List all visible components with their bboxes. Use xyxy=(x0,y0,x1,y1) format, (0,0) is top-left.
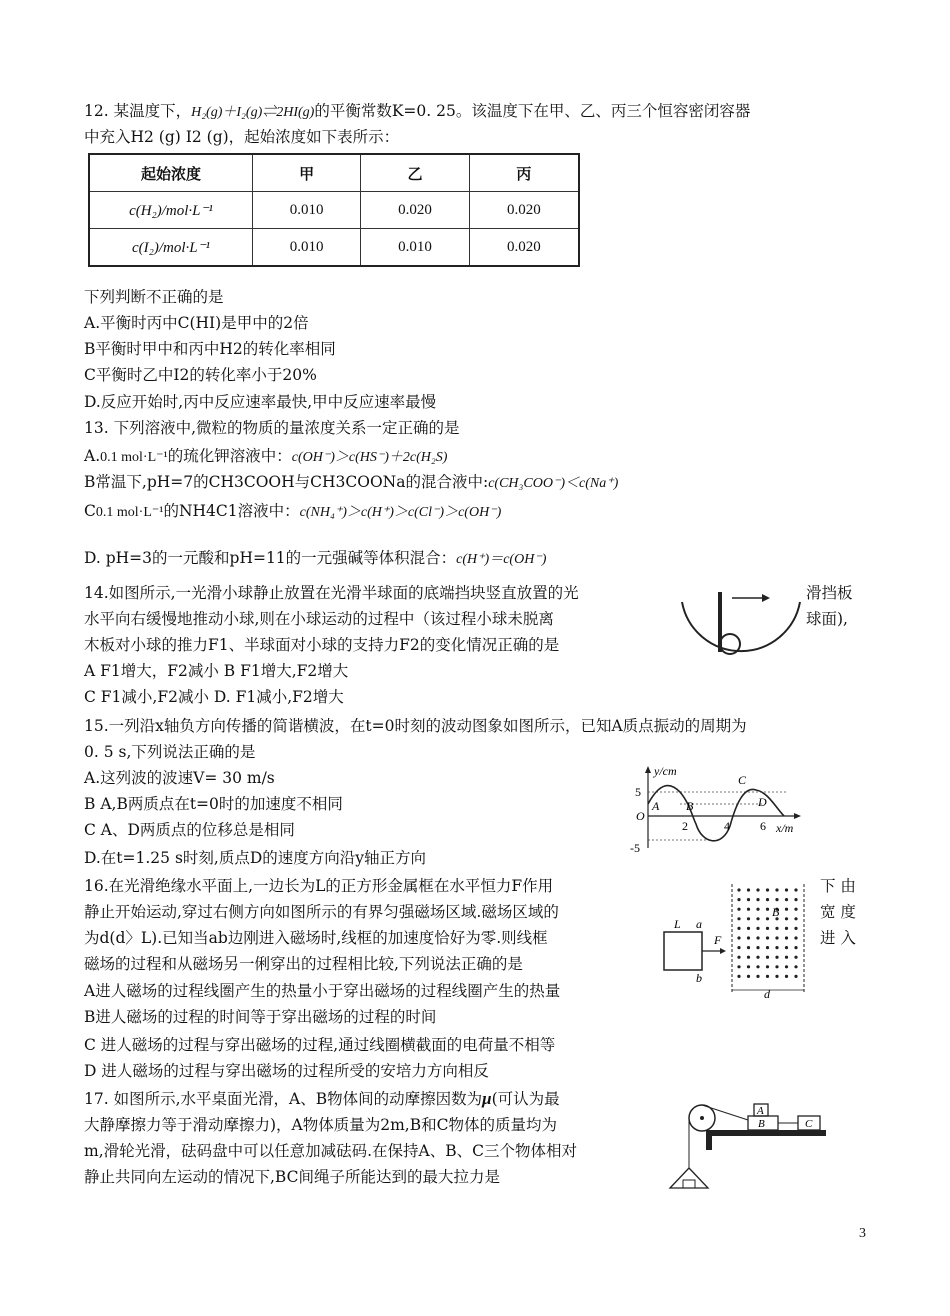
q14-option-cd: C F1减小,F2减小 D. F1减小,F2增大 xyxy=(84,688,344,706)
x-tick-label: 6 xyxy=(760,819,766,833)
q13-option-c xyxy=(84,498,501,526)
q13-option-a xyxy=(84,443,447,471)
q12-option-a: A.平衡时丙中C(HI)是甲中的2倍 xyxy=(84,314,309,332)
table-cell: c(I₂)/mol·L⁻¹ xyxy=(89,229,253,267)
field-dot xyxy=(794,965,797,968)
field-dot xyxy=(756,946,759,949)
table-cell: 0.020 xyxy=(469,192,579,229)
q14-line-2-right: 球面), xyxy=(806,610,848,628)
y-axis-arrow-icon xyxy=(645,766,651,773)
field-dot xyxy=(747,965,750,968)
field-dot xyxy=(747,927,750,930)
field-dot xyxy=(747,888,750,891)
q16-option-a: A进人磁场的过程线圏产生的热量小于穿出磁场的过程线圈产生的热量 xyxy=(84,982,561,1000)
field-dot xyxy=(775,965,778,968)
q16-option-c: C 进人磁场的过程与穿出磁场的过程,通过线圈横截面的电荷量不相等 xyxy=(84,1036,556,1054)
width-label: d xyxy=(764,987,770,1000)
field-dot xyxy=(747,956,750,959)
field-dot xyxy=(766,908,769,911)
equation: c(CH₃COO⁻)＜c(Na⁺) xyxy=(488,476,619,491)
field-dot xyxy=(737,888,740,891)
field-dot xyxy=(785,946,788,949)
field-dot xyxy=(785,908,788,911)
q15-option-a: A.这列波的波速V= 30 m/s xyxy=(84,769,275,787)
point-label: B xyxy=(686,799,694,813)
side-length-label: L xyxy=(674,917,681,931)
hemisphere-figure xyxy=(676,586,806,668)
block-b-label: B xyxy=(758,1118,765,1130)
field-dot xyxy=(737,975,740,978)
q12-equation: H₂(g)＋I₂(g)⇌2HI(g) xyxy=(191,105,315,120)
arrow-head-icon xyxy=(762,594,770,602)
x-axis-arrow-icon xyxy=(794,813,801,819)
q16-option-d: D 进人磁场的过程与穿出磁场的过程所受的安培力方向相反 xyxy=(84,1062,489,1080)
field-dot xyxy=(794,975,797,978)
block-c-label: C xyxy=(805,1118,813,1130)
field-dot xyxy=(737,946,740,949)
field-dot xyxy=(737,927,740,930)
q15-option-b: B A,B两质点在t=0时的加速度不相同 xyxy=(84,795,343,813)
field-dot xyxy=(794,917,797,920)
field-dot xyxy=(737,917,740,920)
x-tick-label: 4 xyxy=(724,819,730,833)
field-dot xyxy=(775,888,778,891)
q17-line-2: 大静摩擦力等于滑动摩擦力)，A物体质量为2m,B和C物体的质量均为 xyxy=(84,1116,557,1134)
field-dot xyxy=(794,956,797,959)
field-dot xyxy=(766,917,769,920)
table-top xyxy=(706,1130,826,1136)
table-cell: 0.020 xyxy=(469,229,579,267)
q15-line-1: 15.一列沿x轴负方向传播的简谐横波，在t=0时刻的波动图象如图所示，已知A质点振动的周期为 xyxy=(84,717,747,735)
q16-line-4: 磁场的过程和从磁场另一俐穿出的过程相比较,下列说法正确的是 xyxy=(84,955,523,973)
field-dot xyxy=(785,888,788,891)
q16-line-3: 为d(d〉L).已知当ab边刚进入磁场时,线框的加速度恰好为零.则线框 xyxy=(84,929,548,947)
table-row xyxy=(89,192,579,229)
field-dot xyxy=(766,956,769,959)
q14-line-2: 水平向右缓慢地推动小球,则在小球运动的过程中（该过程小球未脱离 xyxy=(84,610,554,628)
field-dot xyxy=(747,908,750,911)
field-dot xyxy=(775,975,778,978)
field-dot xyxy=(785,927,788,930)
table-leg xyxy=(706,1130,712,1150)
metal-frame xyxy=(664,932,702,970)
table-header: 起始浓度 xyxy=(89,154,253,192)
equation: c(NH₄⁺)＞c(H⁺)＞c(Cl⁻)＞c(OH⁻) xyxy=(299,505,502,520)
y-max-label: 5 xyxy=(635,785,641,799)
field-dot xyxy=(747,917,750,920)
field-dot xyxy=(794,898,797,901)
option-text: 的琉化钾溶液中： xyxy=(167,447,292,465)
concentration: 0.1 mol·L⁻¹ xyxy=(100,450,168,465)
point-label: C xyxy=(738,773,747,787)
q12-intro: 12. 某温度下， xyxy=(84,102,192,120)
q12-option-c: C平衡时乙中I2的转化率小于20% xyxy=(84,366,317,384)
q16-line-2: 静止开始运动,穿过右侧方向如图所示的有界匀强磁场区域.磁场区域的 xyxy=(84,903,559,921)
field-dot xyxy=(756,888,759,891)
hemisphere-arc xyxy=(682,602,800,651)
page-number: 3 xyxy=(859,1226,866,1241)
field-dot xyxy=(747,946,750,949)
q13-option-b xyxy=(84,469,618,497)
field-dot xyxy=(785,917,788,920)
x-axis-label: x/m xyxy=(776,821,794,835)
q12-option-b: B平衡时甲中和丙中H2的转化率相同 xyxy=(84,340,336,358)
q13-option-d xyxy=(84,545,546,573)
field-dot xyxy=(794,936,797,939)
q13-stem: 13. 下列溶液中,微粒的物质的量浓度关系一定正确的是 xyxy=(84,419,460,437)
equation: c(H⁺)＝c(OH⁻) xyxy=(456,552,547,567)
concentration: 0.1 mol·L⁻¹ xyxy=(95,505,164,520)
concentration-table xyxy=(88,153,580,267)
field-dot xyxy=(775,956,778,959)
field-dot xyxy=(794,908,797,911)
option-text: B常温下,pH=7的CH3COOH与CH3COONa的混合液中: xyxy=(84,473,489,491)
equation: c(OH⁻)＞c(HS⁻)＋2c(H₂S) xyxy=(291,450,448,465)
q16-line-2-right: 宽 度 xyxy=(820,903,856,921)
field-dot xyxy=(766,946,769,949)
force-arrow-head-icon xyxy=(720,948,726,954)
field-dot xyxy=(747,975,750,978)
rope-ab xyxy=(702,1105,748,1120)
q14-line-3: 木板对小球的推力F1、半球面对小球的支持力F2的变化情况正确的是 xyxy=(84,636,560,654)
field-dot xyxy=(785,975,788,978)
field-dot xyxy=(737,936,740,939)
field-dot xyxy=(794,888,797,891)
mu-symbol: μ xyxy=(482,1089,492,1108)
q17-line-4: 静止共同向左运动的情况下,BC间绳子所能达到的最大拉力是 xyxy=(84,1168,500,1186)
force-label: F xyxy=(714,933,722,947)
field-dot xyxy=(794,927,797,930)
field-dots xyxy=(737,888,797,978)
field-dot xyxy=(775,946,778,949)
field-dot xyxy=(785,956,788,959)
field-dot xyxy=(756,917,759,920)
q15-option-d: D.在t=1.25 s时刻,质点D的速度方向沿y轴正方向 xyxy=(84,849,427,867)
option-label: C xyxy=(84,502,96,520)
corner-a-label: a xyxy=(696,917,702,931)
field-dot xyxy=(766,975,769,978)
field-dot xyxy=(775,936,778,939)
table-header: 乙 xyxy=(361,154,469,192)
field-dot xyxy=(756,936,759,939)
field-dot xyxy=(737,898,740,901)
field-dot xyxy=(756,898,759,901)
point-label: A xyxy=(652,799,660,813)
field-dot xyxy=(766,898,769,901)
pulley-figure xyxy=(666,1092,836,1194)
pulley-axle xyxy=(700,1116,704,1120)
table-row xyxy=(89,229,579,267)
q15-line-2: 0. 5 s,下列说法正确的是 xyxy=(84,743,256,761)
q15-option-c: C A、D两质点的位移总是相同 xyxy=(84,821,295,839)
table-header-row xyxy=(89,154,579,192)
block-a-label: A xyxy=(757,1105,764,1117)
q17-line-1 xyxy=(84,1086,560,1112)
field-dot xyxy=(756,975,759,978)
field-dot xyxy=(766,888,769,891)
q14-line-1-right: 滑挡板 xyxy=(806,584,853,602)
q12-line-1 xyxy=(84,98,750,126)
weight-block xyxy=(683,1180,695,1188)
q16-line-1: 16.在光滑绝缘水平面上,一边长为L的正方形金属框在水平恒力F作用 xyxy=(84,877,554,895)
q12-intro-cont: 的平衡常数K=0. 25。该温度下在甲、乙、丙三个恒容密闭容器 xyxy=(314,102,751,120)
q16-line-3-right: 进 入 xyxy=(820,929,856,947)
q12-line-2: 中充入H2 (g) I2 (g)，起始浓度如下表所示： xyxy=(84,128,400,146)
q17-text-cont: (可认为最 xyxy=(491,1090,560,1108)
table-cell: c(H₂)/mol·L⁻¹ xyxy=(89,192,253,229)
origin-label: O xyxy=(636,809,645,823)
table-cell: 0.010 xyxy=(253,229,361,267)
corner-b-label: b xyxy=(696,971,702,985)
field-dot xyxy=(775,927,778,930)
q14-option-ab: A F1增大，F2减小 B F1增大,F2增大 xyxy=(84,662,349,680)
q16-line-1-right: 下 由 xyxy=(820,877,856,895)
field-dot xyxy=(775,898,778,901)
table-cell: 0.010 xyxy=(361,229,469,267)
table-header: 丙 xyxy=(469,154,579,192)
field-dot xyxy=(737,908,740,911)
field-dot xyxy=(756,927,759,930)
y-min-label: -5 xyxy=(630,841,640,855)
field-dot xyxy=(756,908,759,911)
q12-stem: 下列判断不正确的是 xyxy=(84,288,224,306)
field-dot xyxy=(766,927,769,930)
q14-line-1: 14.如图所示,一光滑小球静止放置在光滑半球面的底端挡块竖直放置的光 xyxy=(84,584,579,602)
field-dot xyxy=(737,956,740,959)
field-dot xyxy=(766,936,769,939)
table-cell: 0.020 xyxy=(361,192,469,229)
field-dot xyxy=(794,946,797,949)
option-label: A. xyxy=(84,447,101,465)
field-dot xyxy=(756,956,759,959)
table-cell: 0.010 xyxy=(253,192,361,229)
field-dot xyxy=(756,965,759,968)
y-axis-label: y/cm xyxy=(654,764,677,778)
q17-line-3: m,滑轮光滑，砝码盘中可以任意加减砝码.在保持A、B、C三个物体相对 xyxy=(84,1142,577,1160)
x-tick-label: 2 xyxy=(682,819,688,833)
q12-option-d: D.反应开始时,丙中反应速率最快,甲中反应速率最慢 xyxy=(84,393,437,411)
weight-pan xyxy=(670,1168,708,1188)
field-dot xyxy=(785,898,788,901)
option-text: 的NH4C1溶液中： xyxy=(163,502,300,520)
table-header: 甲 xyxy=(253,154,361,192)
field-dot xyxy=(785,936,788,939)
q17-text: 17. 如图所示,水平桌面光滑，A、B物体间的动摩擦因数为 xyxy=(84,1090,483,1108)
wave-figure xyxy=(626,764,806,856)
point-label: D xyxy=(758,795,767,809)
field-dot xyxy=(737,965,740,968)
field-dot xyxy=(766,965,769,968)
field-dot xyxy=(747,898,750,901)
option-text: D. pH=3的一元酸和pH=11的一元强碱等体积混合： xyxy=(84,549,457,567)
field-dot xyxy=(785,965,788,968)
q16-option-b: B进人磁场的过程的时间等于穿出磁场的过程的时间 xyxy=(84,1008,437,1026)
field-b-label: B xyxy=(772,905,780,919)
magnetic-field-figure xyxy=(660,880,810,1000)
field-dot xyxy=(747,936,750,939)
